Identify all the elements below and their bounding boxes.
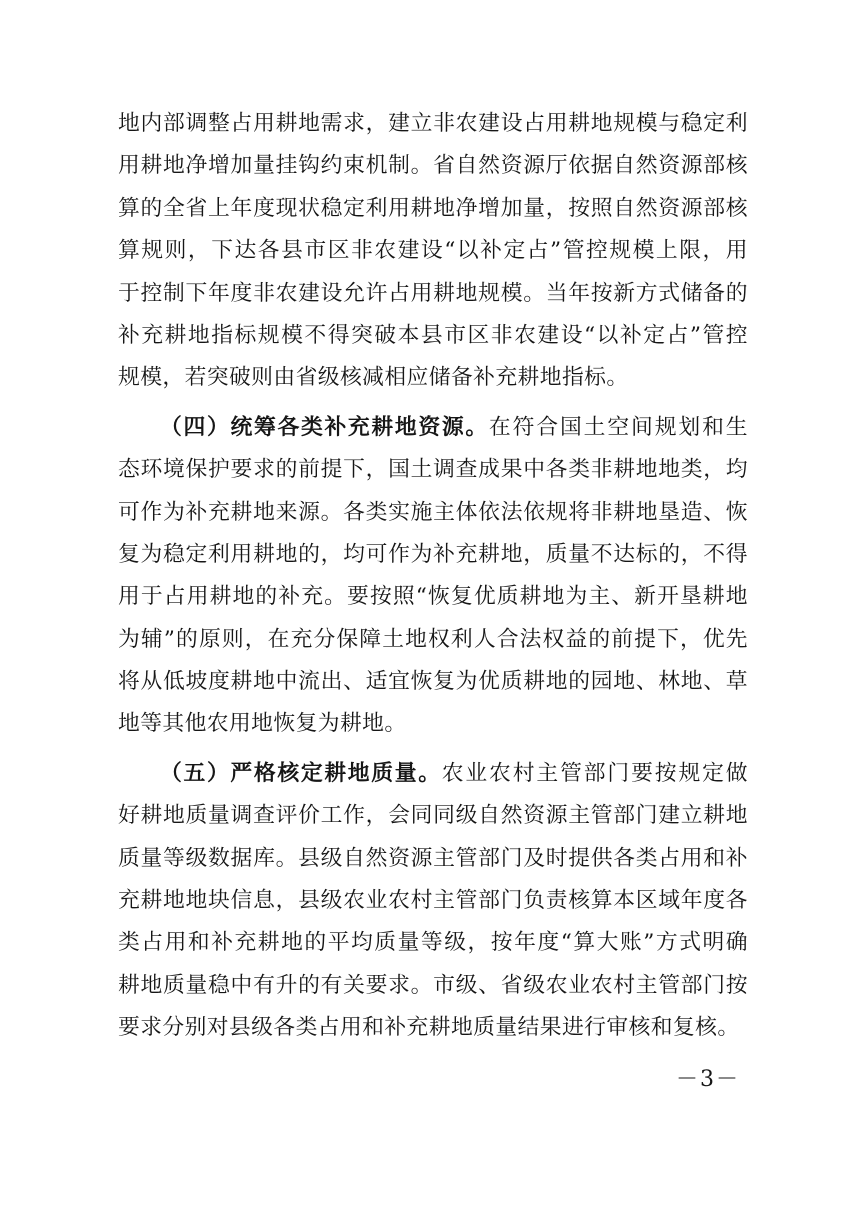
text-line: 算的全省上年度现状稳定利用耕地净增加量，按照自然资源部核: [118, 195, 748, 221]
page-number: －3－: [676, 1067, 740, 1092]
text-line: 为辅”的原则，在充分保障土地权利人合法权益的前提下，优先: [118, 626, 748, 652]
text-line: 类占用和补充耕地的平均质量等级，按年度“算大账”方式明确: [118, 930, 748, 956]
text-line: 充耕地地块信息，县级农业农村主管部门负责核算本区域年度各: [118, 888, 748, 914]
text-line: 地等其他农用地恢复为耕地。: [118, 711, 407, 737]
text-line: 地内部调整占用耕地需求，建立非农建设占用耕地规模与稳定利: [118, 111, 748, 136]
section-heading: （四）统筹各类补充耕地资源。: [160, 414, 489, 440]
text-line: 将从低坡度耕地中流出、适宜恢复为优质耕地的园地、林地、草: [118, 669, 748, 695]
text-line: 质量等级数据库。县级自然资源主管部门及时提供各类占用和补: [118, 845, 748, 871]
paragraph: [118, 407, 748, 746]
section-heading: （五）严格核定耕地质量。: [160, 760, 442, 786]
text-line: 用耕地净增加量挂钩约束机制。省自然资源厅依据自然资源部核: [118, 153, 748, 179]
paragraph: [118, 103, 748, 400]
text-line: 态环境保护要求的前提下，国土调查成果中各类非耕地地类，均: [118, 457, 748, 483]
text-line: 于控制下年度非农建设允许占用耕地规模。当年按新方式储备的: [118, 280, 748, 306]
text-span: 农业农村主管部门要按规定做: [441, 760, 748, 786]
text-line: 算规则，下达各县市区非农建设“以补定占”管控规模上限，用: [118, 238, 748, 264]
text-line: 补充耕地指标规模不得突破本县市区非农建设“以补定占”管控: [118, 322, 748, 348]
body-text: [118, 103, 748, 1050]
text-line: 好耕地质量调查评价工作，会同同级自然资源主管部门建立耕地: [118, 803, 748, 829]
text-line: [118, 753, 748, 795]
text-line: 要求分别对县级各类占用和补充耕地质量结果进行审核和复核。: [118, 1015, 740, 1041]
paragraph: [118, 753, 748, 1050]
text-span: 在符合国土空间规划和生: [488, 414, 748, 440]
text-line: [118, 407, 748, 449]
text-line: 耕地质量稳中有升的有关要求。市级、省级农业农村主管部门按: [118, 972, 748, 998]
text-line: 规模，若突破则由省级核减相应储备补充耕地指标。: [118, 365, 629, 391]
text-line: 用于占用耕地的补充。要按照“恢复优质耕地为主、新开垦耕地: [118, 584, 748, 610]
text-line: 可作为补充耕地来源。各类实施主体依法依规将非耕地垦造、恢: [118, 499, 748, 525]
text-line: 复为稳定利用耕地的，均可作为补充耕地，质量不达标的，不得: [118, 541, 748, 567]
